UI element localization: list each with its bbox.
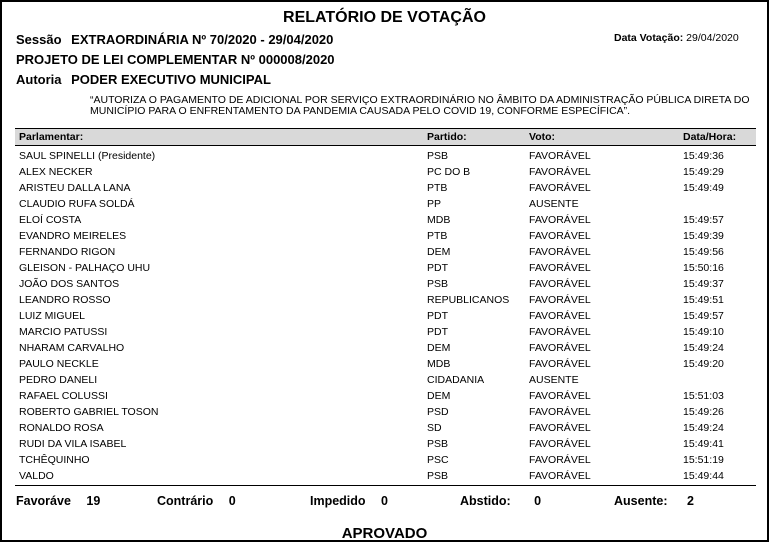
total-abstido-value: 0 <box>534 494 542 508</box>
session-value: EXTRAORDINÁRIA Nº 70/2020 - 29/04/2020 <box>71 32 334 47</box>
total-ausente-value: 2 <box>686 494 694 508</box>
cell-voto: FAVORÁVEL <box>529 230 591 242</box>
total-abstido-label: Abstido: <box>460 494 511 508</box>
cell-partido: PDT <box>427 326 448 338</box>
authorship-value: PODER EXECUTIVO MUNICIPAL <box>71 72 271 87</box>
total-favoravel-label: Favoráve <box>16 494 71 508</box>
total-favoravel <box>16 494 100 508</box>
vote-date <box>614 32 739 44</box>
total-ausente <box>614 494 694 508</box>
table-row <box>15 436 756 452</box>
cell-parlamentar: ROBERTO GABRIEL TOSON <box>19 406 159 418</box>
table-row <box>15 260 756 276</box>
cell-parlamentar: GLEISON - PALHAÇO UHU <box>19 262 151 274</box>
divider <box>15 485 756 486</box>
cell-parlamentar: NHARAM CARVALHO <box>19 342 125 354</box>
cell-data-hora: 15:49:36 <box>683 150 724 162</box>
cell-data-hora: 15:49:20 <box>683 358 724 370</box>
table-row <box>15 228 756 244</box>
cell-voto: FAVORÁVEL <box>529 166 591 178</box>
cell-partido: PSB <box>427 150 449 162</box>
cell-partido: PSD <box>427 406 449 418</box>
cell-partido: SD <box>427 422 442 434</box>
cell-partido: MDB <box>427 214 451 226</box>
total-ausente-label: Ausente: <box>614 494 668 508</box>
cell-voto: FAVORÁVEL <box>529 406 591 418</box>
cell-parlamentar: VALDO <box>19 470 54 482</box>
table-row <box>15 452 756 468</box>
cell-parlamentar: ARISTEU DALLA LANA <box>19 182 131 194</box>
cell-voto: FAVORÁVEL <box>529 294 591 306</box>
cell-parlamentar: PEDRO DANELI <box>19 374 98 386</box>
cell-parlamentar: TCHÊQUINHO <box>19 454 90 466</box>
total-impedido <box>310 494 388 508</box>
cell-partido: DEM <box>427 246 451 258</box>
table-row <box>15 340 756 356</box>
table-row <box>15 180 756 196</box>
cell-data-hora: 15:49:24 <box>683 422 724 434</box>
cell-parlamentar: ALEX NECKER <box>19 166 93 178</box>
bill-summary: “AUTORIZA O PAGAMENTO DE ADICIONAL POR SERVIÇO EXTRAORDINÁRIO NO ÂMBITO DA ADMINISTRAÇÃO PÚBLICA DIRETA DO MUNICÍPIO PARA O ENFRENTAMENTO DA PANDEMIA CAUSADA PELO COVID 19, CONFORME ESPECÍFICA”. <box>90 94 750 117</box>
table-row <box>15 292 756 308</box>
header-data-hora: Data/Hora: <box>683 131 737 143</box>
cell-voto: FAVORÁVEL <box>529 342 591 354</box>
table-row <box>15 148 756 164</box>
cell-voto: FAVORÁVEL <box>529 454 591 466</box>
table-row <box>15 372 756 388</box>
table-row <box>15 164 756 180</box>
cell-voto: FAVORÁVEL <box>529 246 591 258</box>
cell-data-hora: 15:49:10 <box>683 326 724 338</box>
cell-voto: FAVORÁVEL <box>529 470 591 482</box>
table-row <box>15 324 756 340</box>
total-impedido-value: 0 <box>381 494 388 508</box>
total-contrario-label: Contrário <box>157 494 214 508</box>
table-row <box>15 196 756 212</box>
cell-partido: PTB <box>427 182 448 194</box>
cell-partido: DEM <box>427 342 451 354</box>
session-label: Sessão <box>16 32 62 47</box>
cell-partido: PSC <box>427 454 449 466</box>
cell-partido: PP <box>427 198 442 210</box>
cell-parlamentar: RUDI DA VILA ISABEL <box>19 438 127 450</box>
header-parlamentar: Parlamentar: <box>19 131 84 143</box>
cell-parlamentar: SAUL SPINELLI (Presidente) <box>19 150 156 162</box>
table-row <box>15 388 756 404</box>
table-header <box>15 128 756 146</box>
cell-voto: FAVORÁVEL <box>529 390 591 402</box>
table-row <box>15 404 756 420</box>
total-abstido <box>460 494 541 508</box>
cell-partido: CIDADANIA <box>427 374 485 386</box>
cell-parlamentar: ELOÍ COSTA <box>19 214 82 226</box>
cell-partido: MDB <box>427 358 451 370</box>
votes-table-body <box>15 148 756 484</box>
cell-partido: PC DO B <box>427 166 471 178</box>
cell-partido: PDT <box>427 262 448 274</box>
cell-parlamentar: LEANDRO ROSSO <box>19 294 111 306</box>
authorship-label: Autoria <box>16 72 62 87</box>
cell-partido: PSB <box>427 470 449 482</box>
cell-data-hora: 15:51:19 <box>683 454 724 466</box>
total-favoravel-value: 19 <box>86 494 101 508</box>
total-contrario-value: 0 <box>228 494 236 508</box>
header-voto: Voto: <box>529 131 556 143</box>
table-row <box>15 308 756 324</box>
cell-voto: FAVORÁVEL <box>529 310 591 322</box>
table-row <box>15 276 756 292</box>
authorship-line <box>16 72 271 87</box>
total-impedido-label: Impedido <box>310 494 366 508</box>
cell-parlamentar: EVANDRO MEIRELES <box>19 230 127 242</box>
vote-date-label: Data Votação: <box>614 32 684 44</box>
cell-data-hora: 15:49:41 <box>683 438 724 450</box>
cell-partido: PDT <box>427 310 448 322</box>
cell-parlamentar: JOÃO DOS SANTOS <box>19 278 120 290</box>
cell-voto: FAVORÁVEL <box>529 278 591 290</box>
cell-partido: PTB <box>427 230 448 242</box>
table-row <box>15 212 756 228</box>
cell-voto: FAVORÁVEL <box>529 422 591 434</box>
cell-data-hora: 15:49:51 <box>683 294 724 306</box>
report-title: RELATÓRIO DE VOTAÇÃO <box>283 9 486 26</box>
cell-partido: REPUBLICANOS <box>427 294 510 306</box>
cell-parlamentar: LUIZ MIGUEL <box>19 310 85 322</box>
cell-parlamentar: RAFAEL COLUSSI <box>19 390 108 402</box>
cell-data-hora: 15:49:56 <box>683 246 724 258</box>
table-row <box>15 468 756 484</box>
cell-parlamentar: CLAUDIO RUFA SOLDÁ <box>19 198 135 210</box>
vote-result: APROVADO <box>341 525 428 542</box>
cell-data-hora: 15:49:49 <box>683 182 724 194</box>
header-partido: Partido: <box>427 131 467 143</box>
cell-partido: DEM <box>427 390 451 402</box>
vote-date-value: 29/04/2020 <box>686 32 739 44</box>
cell-partido: PSB <box>427 278 449 290</box>
cell-voto: AUSENTE <box>529 374 579 386</box>
cell-data-hora: 15:51:03 <box>683 390 724 402</box>
cell-partido: PSB <box>427 438 449 450</box>
cell-voto: FAVORÁVEL <box>529 214 591 226</box>
bill-title: PROJETO DE LEI COMPLEMENTAR Nº 000008/2020 <box>16 52 335 67</box>
cell-data-hora: 15:49:37 <box>683 278 724 290</box>
table-row <box>15 420 756 436</box>
table-row <box>15 356 756 372</box>
cell-voto: FAVORÁVEL <box>529 262 591 274</box>
cell-voto: FAVORÁVEL <box>529 182 591 194</box>
cell-data-hora: 15:49:57 <box>683 310 724 322</box>
cell-voto: FAVORÁVEL <box>529 150 591 162</box>
cell-voto: FAVORÁVEL <box>529 326 591 338</box>
cell-parlamentar: PAULO NECKLE <box>19 358 99 370</box>
cell-parlamentar: FERNANDO RIGON <box>19 246 116 258</box>
cell-data-hora: 15:49:57 <box>683 214 724 226</box>
total-contrario <box>157 494 236 508</box>
cell-data-hora: 15:50:16 <box>683 262 724 274</box>
cell-voto: FAVORÁVEL <box>529 358 591 370</box>
cell-data-hora: 15:49:26 <box>683 406 724 418</box>
table-row <box>15 244 756 260</box>
cell-data-hora: 15:49:44 <box>683 470 724 482</box>
cell-data-hora: 15:49:24 <box>683 342 724 354</box>
cell-parlamentar: MARCIO PATUSSI <box>19 326 108 338</box>
cell-voto: FAVORÁVEL <box>529 438 591 450</box>
cell-data-hora: 15:49:29 <box>683 166 724 178</box>
cell-data-hora: 15:49:39 <box>683 230 724 242</box>
cell-parlamentar: RONALDO ROSA <box>19 422 104 434</box>
session-line <box>16 32 333 47</box>
cell-voto: AUSENTE <box>529 198 579 210</box>
